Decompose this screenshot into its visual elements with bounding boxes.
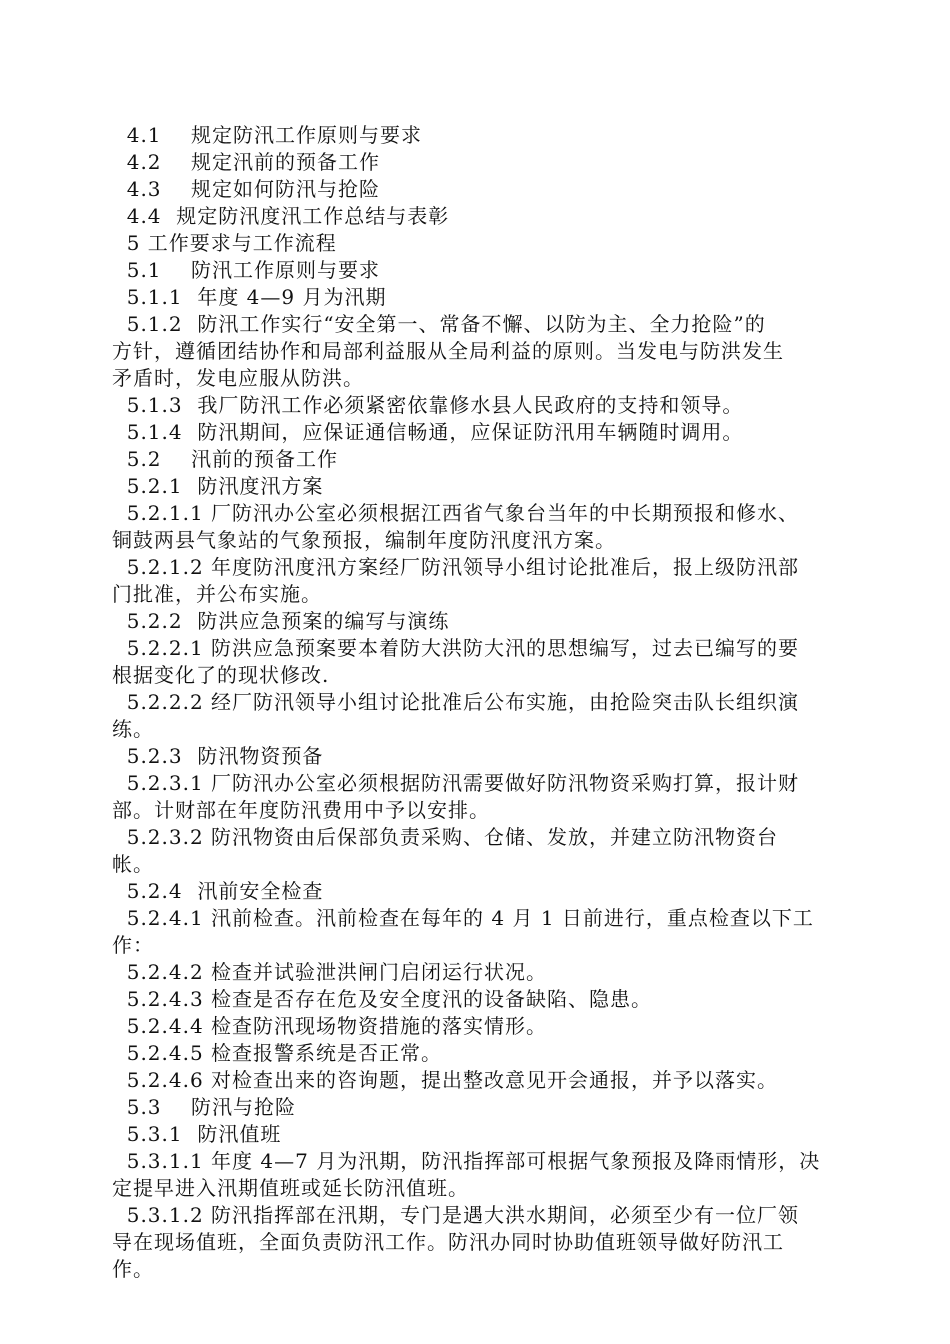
text-line: 4.2 规定汛前的预备工作 <box>112 150 380 174</box>
text-line: 练。 <box>112 717 154 741</box>
text-line: 作。 <box>112 1257 154 1281</box>
text-line: 5.3 防汛与抢险 <box>112 1095 296 1119</box>
text-line: 5.2.4.3 检查是否存在危及安全度汛的设备缺陷、隐患。 <box>112 987 653 1011</box>
text-line: 根据变化了的现状修改. <box>112 663 330 687</box>
text-line: 5.2.1 防汛度汛方案 <box>112 474 324 498</box>
text-line: 5.2.4.2 检查并试验泄洪闸门启闭运行状况。 <box>112 960 548 984</box>
text-line: 5.2.2.2 经厂防汛领导小组讨论批准后公布实施，由抢险突击队长组织演 <box>112 690 800 714</box>
text-line: 5.1.2 防汛工作实行“安全第一、常备不懈、以防为主、全力抢险”的 <box>112 312 766 336</box>
text-line: 作： <box>112 933 154 957</box>
text-line: 5.1.1 年度 4—9 月为汛期 <box>112 285 387 309</box>
text-line: 5 工作要求与工作流程 <box>112 231 337 255</box>
text-line: 5.2.4.5 检查报警系统是否正常。 <box>112 1041 443 1065</box>
text-line: 5.2.4 汛前安全检查 <box>112 879 324 903</box>
text-line: 4.4 规定防汛度汛工作总结与表彰 <box>112 204 450 228</box>
text-line: 5.2.4.4 检查防汛现场物资措施的落实情形。 <box>112 1014 548 1038</box>
text-line: 5.2.1.1 厂防汛办公室必须根据江西省气象台当年的中长期预报和修水、 <box>112 501 800 525</box>
text-line: 4.1 规定防汛工作原则与要求 <box>112 123 422 147</box>
text-line: 5.2.3.2 防汛物资由后保部负责采购、仓储、发放，并建立防汛物资台 <box>112 825 779 849</box>
text-line: 帐。 <box>112 852 154 876</box>
text-line: 5.2.1.2 年度防汛度汛方案经厂防汛领导小组讨论批准后，报上级防汛部 <box>112 555 800 579</box>
text-line: 方针，遵循团结协作和局部利益服从全局利益的原则。当发电与防洪发生 <box>112 339 784 363</box>
text-line: 5.3.1.1 年度 4—7 月为汛期，防汛指挥部可根据气象预报及降雨情形，决 <box>112 1149 821 1173</box>
text-line: 5.3.1.2 防汛指挥部在汛期，专门是遇大洪水期间，必须至少有一位厂领 <box>112 1203 800 1227</box>
text-line: 导在现场值班，全面负责防汛工作。防汛办同时协助值班领导做好防汛工 <box>112 1230 784 1254</box>
document-body <box>112 122 834 1283</box>
text-line: 5.2.4.1 汛前检查。汛前检查在每年的 4 月 1 日前进行，重点检查以下工 <box>112 906 814 930</box>
text-line: 部。计财部在年度防汛费用中予以安排。 <box>112 798 490 822</box>
text-line: 5.2.2 防洪应急预案的编写与演练 <box>112 609 450 633</box>
text-line: 定提早进入汛期值班或延长防汛值班。 <box>112 1176 469 1200</box>
text-line: 5.1.4 防汛期间，应保证通信畅通，应保证防汛用车辆随时调用。 <box>112 420 744 444</box>
text-line: 5.2.3 防汛物资预备 <box>112 744 324 768</box>
text-line: 5.2.3.1 厂防汛办公室必须根据防汛需要做好防汛物资采购打算，报计财 <box>112 771 800 795</box>
text-line: 5.2.2.1 防洪应急预案要本着防大洪防大汛的思想编写，过去已编写的要 <box>112 636 800 660</box>
text-line: 矛盾时，发电应服从防洪。 <box>112 366 364 390</box>
text-line: 铜鼓两县气象站的气象预报，编制年度防汛度汛方案。 <box>112 528 616 552</box>
text-line: 5.2.4.6 对检查出来的咨询题，提出整改意见开会通报，并予以落实。 <box>112 1068 779 1092</box>
text-line: 4.3 规定如何防汛与抢险 <box>112 177 380 201</box>
text-line: 5.1 防汛工作原则与要求 <box>112 258 380 282</box>
text-line: 5.2 汛前的预备工作 <box>112 447 338 471</box>
text-line: 5.1.3 我厂防汛工作必须紧密依靠修水县人民政府的支持和领导。 <box>112 393 744 417</box>
text-line: 门批准，并公布实施。 <box>112 582 322 606</box>
text-line: 5.3.1 防汛值班 <box>112 1122 282 1146</box>
